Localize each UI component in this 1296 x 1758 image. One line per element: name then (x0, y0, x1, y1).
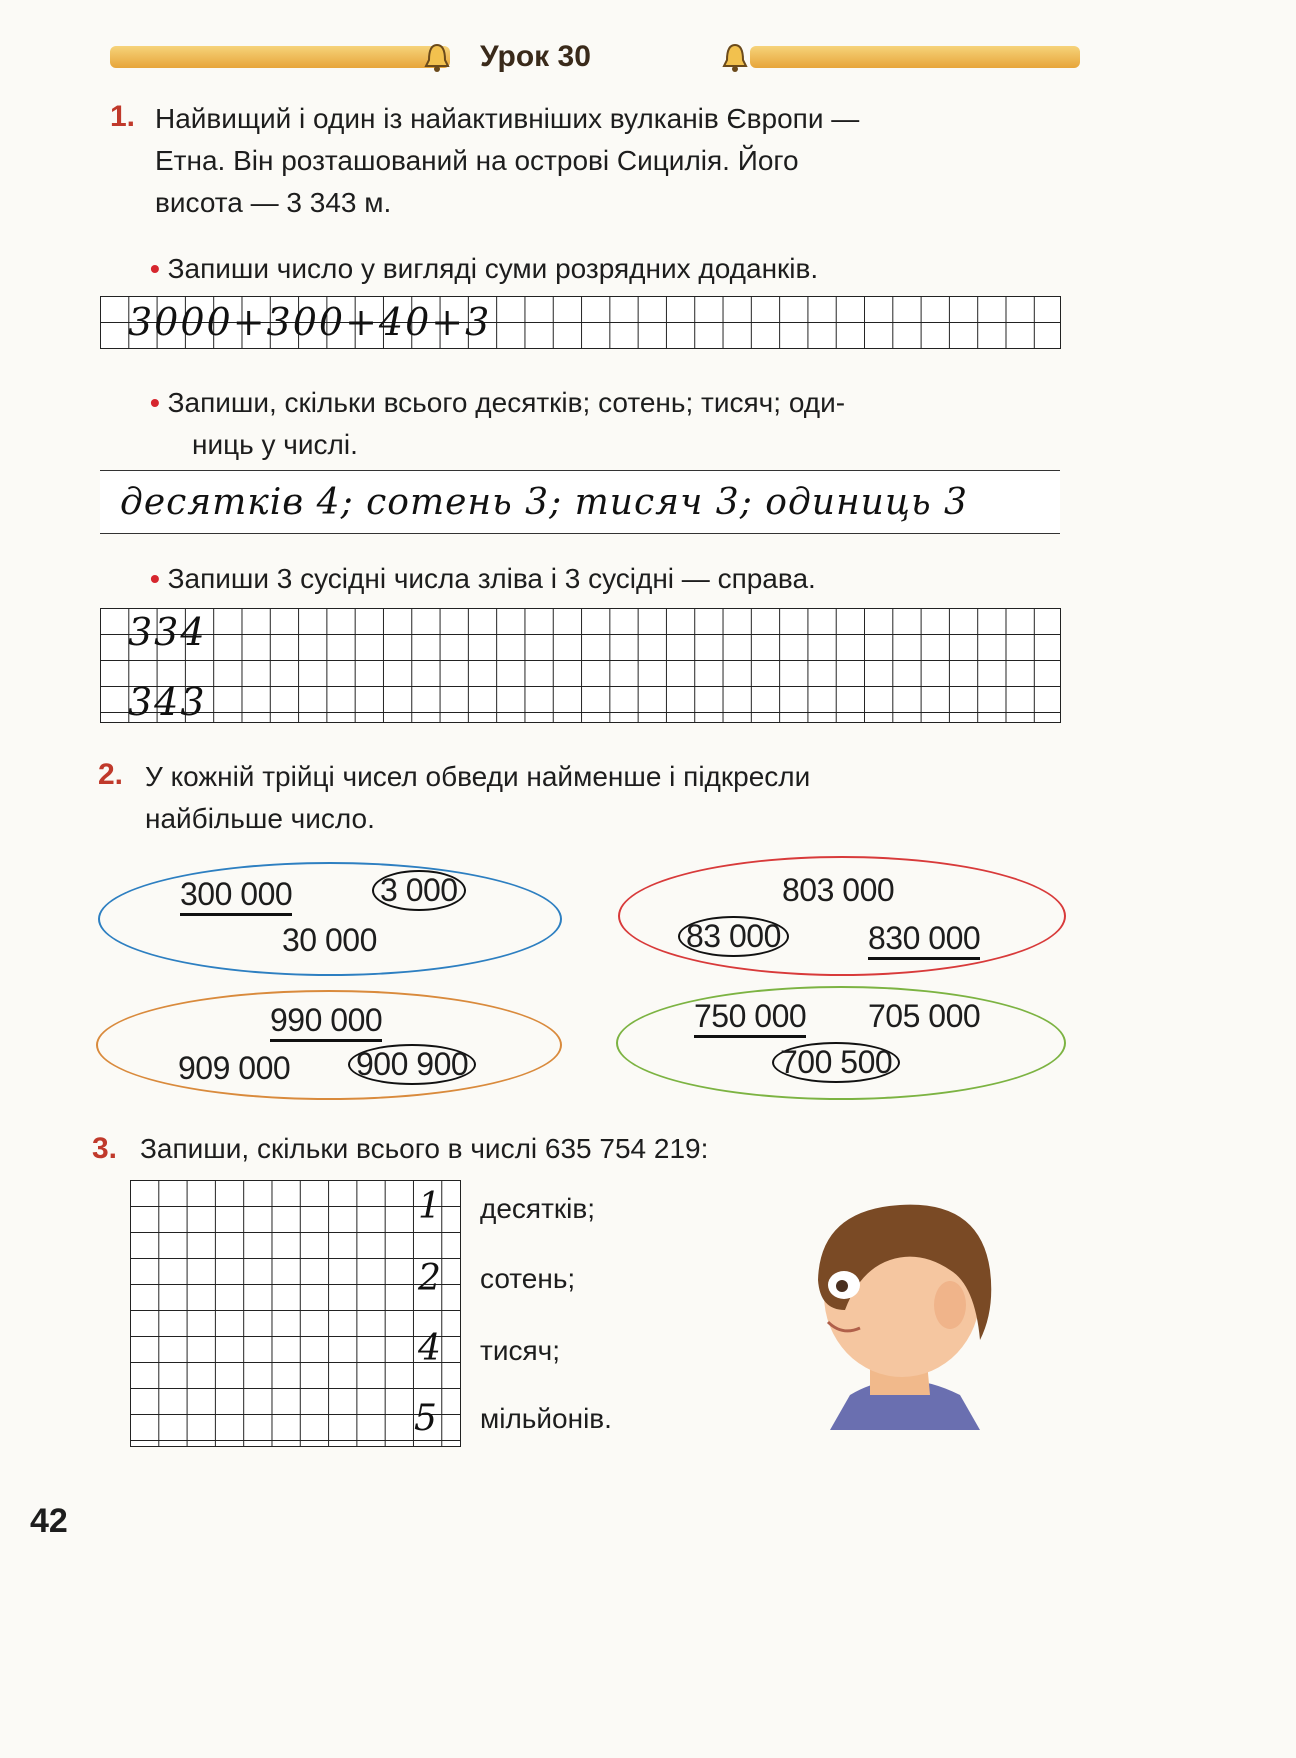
page-number: 42 (30, 1502, 68, 1540)
bullet-b: • Запиши, скільки всього десятків; сотень; тисяч; оди- ниць у числі. (150, 382, 1070, 466)
largest-number[interactable]: 990 000 (270, 1002, 382, 1042)
task3-digit: 1 (418, 1186, 443, 1227)
task1-text-line: висота — 3 343 м. (155, 187, 392, 218)
answer-grid-c[interactable] (100, 608, 1061, 723)
task-number: 3. (92, 1132, 118, 1165)
answer-a-handwriting: 3000+300+40+3 (128, 300, 492, 344)
task3-label: сотень; (480, 1263, 576, 1294)
smallest-number[interactable]: 900 900 (348, 1044, 476, 1085)
banner-ribbon-left (110, 46, 450, 68)
task-number: 1. (110, 100, 136, 133)
largest-number[interactable]: 750 000 (694, 998, 806, 1038)
task2-text-line1: У кожній трійці чисел обведи найменше і підкресли (145, 761, 811, 792)
task3-text: Запиши, скільки всього в числі 635 754 219: (140, 1133, 709, 1164)
number[interactable]: 705 000 (868, 998, 981, 1034)
task1-text (155, 98, 1075, 224)
lesson-title: Урок 30 (480, 40, 591, 73)
bullet-a: • Запиши число у вигляді суми розрядних доданків. (150, 253, 819, 284)
answer-c-row2: 343 (128, 680, 207, 724)
task3-digit: 4 (418, 1328, 443, 1369)
bullet-c-text: Запиши 3 сусідні числа зліва і 3 сусідні — справа. (167, 563, 816, 594)
smallest-number[interactable]: 83 000 (678, 916, 789, 957)
number[interactable]: 909 000 (178, 1050, 291, 1086)
task1-text-line: Етна. Він розташований на острові Сицилія. Його (155, 145, 799, 176)
task-number: 2. (98, 758, 124, 791)
bullet-b-text-line1: Запиши, скільки всього десятків; сотень; тисяч; оди- (167, 387, 846, 418)
boy-illustration (790, 1190, 1020, 1430)
task2-text-line2: найбільше число. (145, 803, 375, 834)
bullet-a-text: Запиши число у вигляді суми розрядних доданків. (167, 253, 819, 284)
task1-text-line: Найвищий і один із найактивніших вулканів Європи — (155, 103, 860, 134)
bullet-c: • Запиши 3 сусідні числа зліва і 3 сусідні — справа. (150, 563, 816, 594)
task3-label: тисяч; (480, 1335, 560, 1366)
task3-label: десятків; (480, 1193, 596, 1224)
number[interactable]: 30 000 (282, 922, 377, 958)
task3-digit: 5 (414, 1398, 439, 1439)
largest-number[interactable]: 830 000 (868, 920, 980, 960)
banner-ribbon-right (750, 46, 1080, 68)
bell-icon (424, 42, 450, 74)
bell-icon (722, 42, 748, 74)
smallest-number[interactable]: 700 500 (772, 1042, 900, 1083)
smallest-number[interactable]: 3 000 (372, 870, 466, 911)
answer-c-row1: 334 (128, 610, 207, 654)
task3-digit: 2 (418, 1258, 443, 1299)
largest-number[interactable]: 300 000 (180, 876, 292, 916)
answer-b-handwriting: десятків 4; сотень 3; тисяч 3; одиниць 3 (120, 482, 968, 523)
bullet-b-text-line2: ниць у числі. (192, 429, 358, 460)
number[interactable]: 803 000 (782, 872, 895, 908)
task2-text (145, 756, 1075, 840)
task3-label: мільйонів. (480, 1403, 612, 1434)
task3-grid[interactable] (130, 1180, 461, 1447)
